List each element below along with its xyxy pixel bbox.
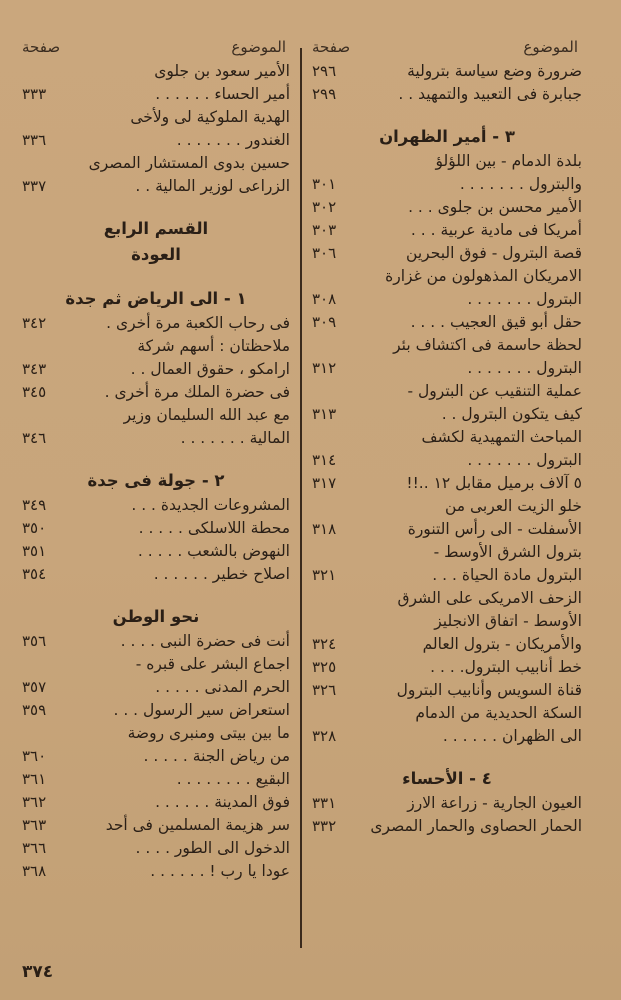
entry-title (362, 60, 582, 83)
column-header (312, 38, 582, 60)
toc-entry (22, 517, 290, 540)
toc-entry (312, 196, 582, 219)
entry-title (72, 106, 290, 152)
entry-title-line: سر هزيمة المسلمين فى أحد (105, 816, 290, 834)
toc-entry (22, 60, 290, 106)
entry-title (72, 540, 290, 563)
entry-title-line: المشروعات الجديدة . . . (131, 496, 290, 514)
entry-title-line: فى حضرة الملك مرة أخرى . (104, 383, 290, 401)
entry-title (362, 792, 582, 815)
section-heading: نحو الوطن (112, 607, 200, 626)
entry-title (362, 311, 582, 334)
entry-title (72, 60, 290, 106)
toc-right-column (312, 38, 582, 838)
toc-entry (22, 152, 290, 198)
entry-page-number: ٣٢١ (312, 566, 337, 584)
entry-title (72, 381, 290, 404)
entry-title-line: خط أنابيب البترول. . . . (430, 658, 582, 676)
entry-title (72, 494, 290, 517)
entry-title (362, 196, 582, 219)
section-heading: ٣ - أمير الظهران (379, 127, 515, 146)
entry-title-line: ٥ آلاف برميل مقابل ١٢ ..!! (406, 474, 582, 492)
entry-page-number: ٣٠٨ (312, 290, 337, 308)
entry-title-line: اجماع البشر على قبره - (135, 655, 290, 673)
entry-page-number: ٣٤٥ (22, 383, 47, 401)
toc-entry (312, 60, 582, 83)
entry-title-line: النهوض بالشعب . . . . . (137, 542, 290, 560)
entry-page-number: ٣٣٦ (22, 131, 47, 149)
entry-page-number: ٣١٤ (312, 451, 337, 469)
entry-page-number: ٢٩٩ (312, 85, 337, 103)
entry-title (362, 541, 582, 587)
entry-title-line: بلدة الدمام - بين اللؤلؤ (435, 152, 582, 170)
entry-title-line: البقيع . . . . . . . . (176, 770, 290, 788)
entry-page-number: ٣٦١ (22, 770, 47, 788)
entry-title-line: كيف يتكون البترول . . (441, 405, 582, 423)
entry-title-line: المالية . . . . . . . (180, 429, 290, 447)
entry-title (362, 334, 582, 380)
toc-entry (312, 150, 582, 196)
entry-page-number: ٣٣٧ (22, 177, 47, 195)
entry-page-number: ٣٠١ (312, 175, 337, 193)
entry-title-line: الأسفلت - الى رأس التنورة (407, 520, 582, 538)
entry-title-line: أمريكا فى مادية عربية . . . (410, 221, 582, 239)
entry-title-line: المباحث التمهيدية لكشف (421, 428, 582, 446)
toc-entry (22, 699, 290, 722)
entry-page-number: ٣٠٢ (312, 198, 337, 216)
entry-title (362, 219, 582, 242)
entry-page-number: ٣٤٢ (22, 314, 47, 332)
entry-page-number: ٣٥٠ (22, 519, 47, 537)
toc-entry (22, 335, 290, 381)
entry-page-number: ٣٥١ (22, 542, 47, 560)
entry-title-line: الحمار الحصاوى والحمار المصرى (370, 817, 582, 835)
entry-page-number: ٣٢٤ (312, 635, 337, 653)
entry-page-number: ٢٩٦ (312, 62, 337, 80)
entry-title (72, 837, 290, 860)
entry-title (72, 791, 290, 814)
entry-page-number: ٣٢٦ (312, 681, 337, 699)
toc-entry (312, 242, 582, 265)
toc-entry (22, 312, 290, 335)
entry-title-line: الى الظهران . . . . . . (442, 727, 582, 745)
entry-title (362, 702, 582, 748)
section-heading: ٢ - جولة فى جدة (87, 471, 225, 490)
entry-title-line: البترول . . . . . . . (467, 451, 582, 469)
entry-title-line: حقل أبو قيق العجيب . . . . (410, 313, 582, 331)
entry-title-line: عملية التنقيب عن البترول - (407, 382, 582, 400)
entry-title-line: والبترول . . . . . . . (459, 175, 582, 193)
entry-page-number: ٣١٨ (312, 520, 337, 538)
toc-entry (22, 860, 290, 883)
entry-title-line: لحظة حاسمة فى اكتشاف بئر (393, 336, 582, 354)
entry-title-line: الحرم المدنى . . . . . (155, 678, 290, 696)
entry-title (72, 699, 290, 722)
entry-title (72, 630, 290, 653)
entry-title (362, 265, 582, 311)
entry-title (72, 563, 290, 586)
entry-title-line: أمير الحساء . . . . . . (155, 85, 290, 103)
entry-page-number: ٣٤٩ (22, 496, 47, 514)
entry-title (362, 815, 582, 838)
toc-entry (22, 404, 290, 450)
toc-entry (312, 265, 582, 311)
toc-entry (312, 541, 582, 587)
spacer (22, 268, 290, 286)
entry-title-line: أنت فى حضرة النبى . . . . (120, 632, 290, 650)
toc-entry (312, 679, 582, 702)
toc-entry (312, 495, 582, 541)
entry-title-line: جبابرة فى التعبيد والتمهيد . . (398, 85, 582, 103)
entry-page-number: ٣٥٩ (22, 701, 47, 719)
entry-page-number: ٣٣٣ (22, 85, 47, 103)
spacer (22, 450, 290, 468)
toc-entry (312, 334, 582, 380)
entry-page-number: ٣٥٤ (22, 565, 47, 583)
entry-title-line: الأمير محسن بن جلوى . . . (408, 198, 582, 216)
entry-page-number: ٣٠٣ (312, 221, 337, 239)
entry-title-line: مع عبد الله السليمان وزير (123, 406, 290, 424)
header-topic: الموضوع (231, 38, 286, 56)
entry-page-number: ٣٢٨ (312, 727, 337, 745)
entry-title-line: الهدية الملوكية لى ولأخى (130, 108, 290, 126)
toc-entry (22, 494, 290, 517)
entry-title (72, 404, 290, 450)
header-topic: الموضوع (523, 38, 578, 56)
entry-title (362, 242, 582, 265)
entry-title-line: ارامكو ، حقوق العمال . . (130, 360, 290, 378)
entry-page-number: ٣١٧ (312, 474, 337, 492)
entry-title-line: الأمير سعود بن جلوى (154, 62, 290, 80)
entry-title-line: الزحف الامريكى على الشرق (397, 589, 582, 607)
entry-title (362, 426, 582, 472)
entry-title (362, 656, 582, 679)
toc-entry (22, 791, 290, 814)
entry-title-line: قناة السويس وأنابيب البترول (396, 681, 582, 699)
entry-title-line: استعراض سير الرسول . . . (113, 701, 290, 719)
toc-entry (312, 702, 582, 748)
entry-title (72, 312, 290, 335)
entry-title (72, 653, 290, 699)
toc-entry (312, 815, 582, 838)
entry-title-line: الأوسط - اتفاق الانجليز (434, 612, 582, 630)
entry-title (72, 860, 290, 883)
entry-title (362, 83, 582, 106)
header-page: صفحة (22, 38, 61, 56)
entry-page-number: ٣٦٦ (22, 839, 47, 857)
page-number: ٣٧٤ (22, 962, 54, 982)
toc-entry (312, 656, 582, 679)
toc-entry (22, 563, 290, 586)
entry-title-line: خلو الزيت العربى من (444, 497, 582, 515)
entry-title-line: فوق المدينة . . . . . . (155, 793, 290, 811)
entry-page-number: ٣٦٨ (22, 862, 47, 880)
entry-page-number: ٣١٣ (312, 405, 337, 423)
spacer (22, 198, 290, 216)
entry-page-number: ٣٠٦ (312, 244, 337, 262)
entry-title-line: اصلاح خطير . . . . . . (153, 565, 290, 583)
entry-page-number: ٣٣١ (312, 794, 337, 812)
entry-title-line: الزراعى لوزير المالية . . (135, 177, 290, 195)
entry-page-number: ٣٠٩ (312, 313, 337, 331)
entry-page-number: ٣٤٣ (22, 360, 47, 378)
entry-page-number: ٣٢٥ (312, 658, 337, 676)
entry-page-number: ٣٥٦ (22, 632, 47, 650)
entry-title-line: حسين بدوى المستشار المصرى (88, 154, 290, 172)
toc-entry (312, 472, 582, 495)
entry-title (362, 380, 582, 426)
toc-entry (312, 587, 582, 656)
toc-entry (312, 792, 582, 815)
entry-title-line: السكة الحديدية من الدمام (415, 704, 582, 722)
entry-title (72, 152, 290, 198)
toc-entry (22, 814, 290, 837)
section-heading: القسم الرابع (103, 219, 209, 238)
entry-title (72, 722, 290, 768)
entry-title (362, 679, 582, 702)
entry-title (72, 335, 290, 381)
entry-page-number: ٣٦٢ (22, 793, 47, 811)
entry-title-line: البترول . . . . . . . (467, 359, 582, 377)
toc-entry (22, 630, 290, 653)
entry-page-number: ٣٦٠ (22, 747, 47, 765)
entry-title-line: ملاحظتان : أسهم شركة (137, 337, 290, 355)
toc-entry (22, 381, 290, 404)
entry-title (72, 814, 290, 837)
column-header (22, 38, 290, 60)
entry-title (362, 472, 582, 495)
entry-title-line: الغندور . . . . . . . (176, 131, 290, 149)
entry-title-line: بترول الشرق الأوسط - (433, 543, 582, 561)
entry-page-number: ٣٥٧ (22, 678, 47, 696)
spacer (22, 586, 290, 604)
entry-title-line: الدخول الى الطور . . . . (135, 839, 290, 857)
entry-title (362, 495, 582, 541)
toc-entry (22, 768, 290, 791)
entry-title (362, 150, 582, 196)
entry-title-line: قصة البترول - فوق البحرين (406, 244, 582, 262)
entry-title-line: العيون الجارية - زراعة الارز (407, 794, 582, 812)
toc-entry (22, 722, 290, 768)
spacer (312, 106, 582, 124)
entry-title-line: ضرورة وضع سياسة بترولية (407, 62, 582, 80)
column-divider (300, 48, 302, 948)
entry-title-line: الامريكان المذهولون من غزارة (385, 267, 582, 285)
toc-entry (22, 106, 290, 152)
toc-entry (312, 426, 582, 472)
entry-page-number: ٣٤٦ (22, 429, 47, 447)
entry-title (72, 517, 290, 540)
toc-entry (312, 83, 582, 106)
header-page: صفحة (312, 38, 351, 56)
toc-entry (312, 380, 582, 426)
section-heading: ١ - الى الرياض ثم جدة (65, 289, 247, 308)
entry-title-line: محطة اللاسلكى . . . . . (138, 519, 290, 537)
entry-title-line: عودا يا رب ! . . . . . . (150, 862, 290, 880)
toc-entry (22, 653, 290, 699)
section-heading: العودة (131, 245, 181, 264)
entry-page-number: ٣٣٢ (312, 817, 337, 835)
entry-title-line: ما بين بيتى ومنبرى روضة (127, 724, 290, 742)
entry-title (362, 587, 582, 656)
entry-page-number: ٣١٢ (312, 359, 337, 377)
section-heading: ٤ - الأحساء (402, 769, 492, 788)
toc-entry (22, 837, 290, 860)
entry-title-line: فى رحاب الكعبة مرة أخرى . (106, 314, 290, 332)
entry-title-line: البترول . . . . . . . (467, 290, 582, 308)
spacer (312, 748, 582, 766)
entry-title-line: والأمريكان - بترول العالم (422, 635, 582, 653)
toc-entry (312, 311, 582, 334)
entry-page-number: ٣٦٣ (22, 816, 47, 834)
entry-title-line: البترول مادة الحياة . . . (432, 566, 582, 584)
toc-entry (22, 540, 290, 563)
toc-entry (312, 219, 582, 242)
entry-title-line: من رياض الجنة . . . . . (143, 747, 290, 765)
entry-title (72, 768, 290, 791)
toc-left-column (22, 38, 290, 883)
